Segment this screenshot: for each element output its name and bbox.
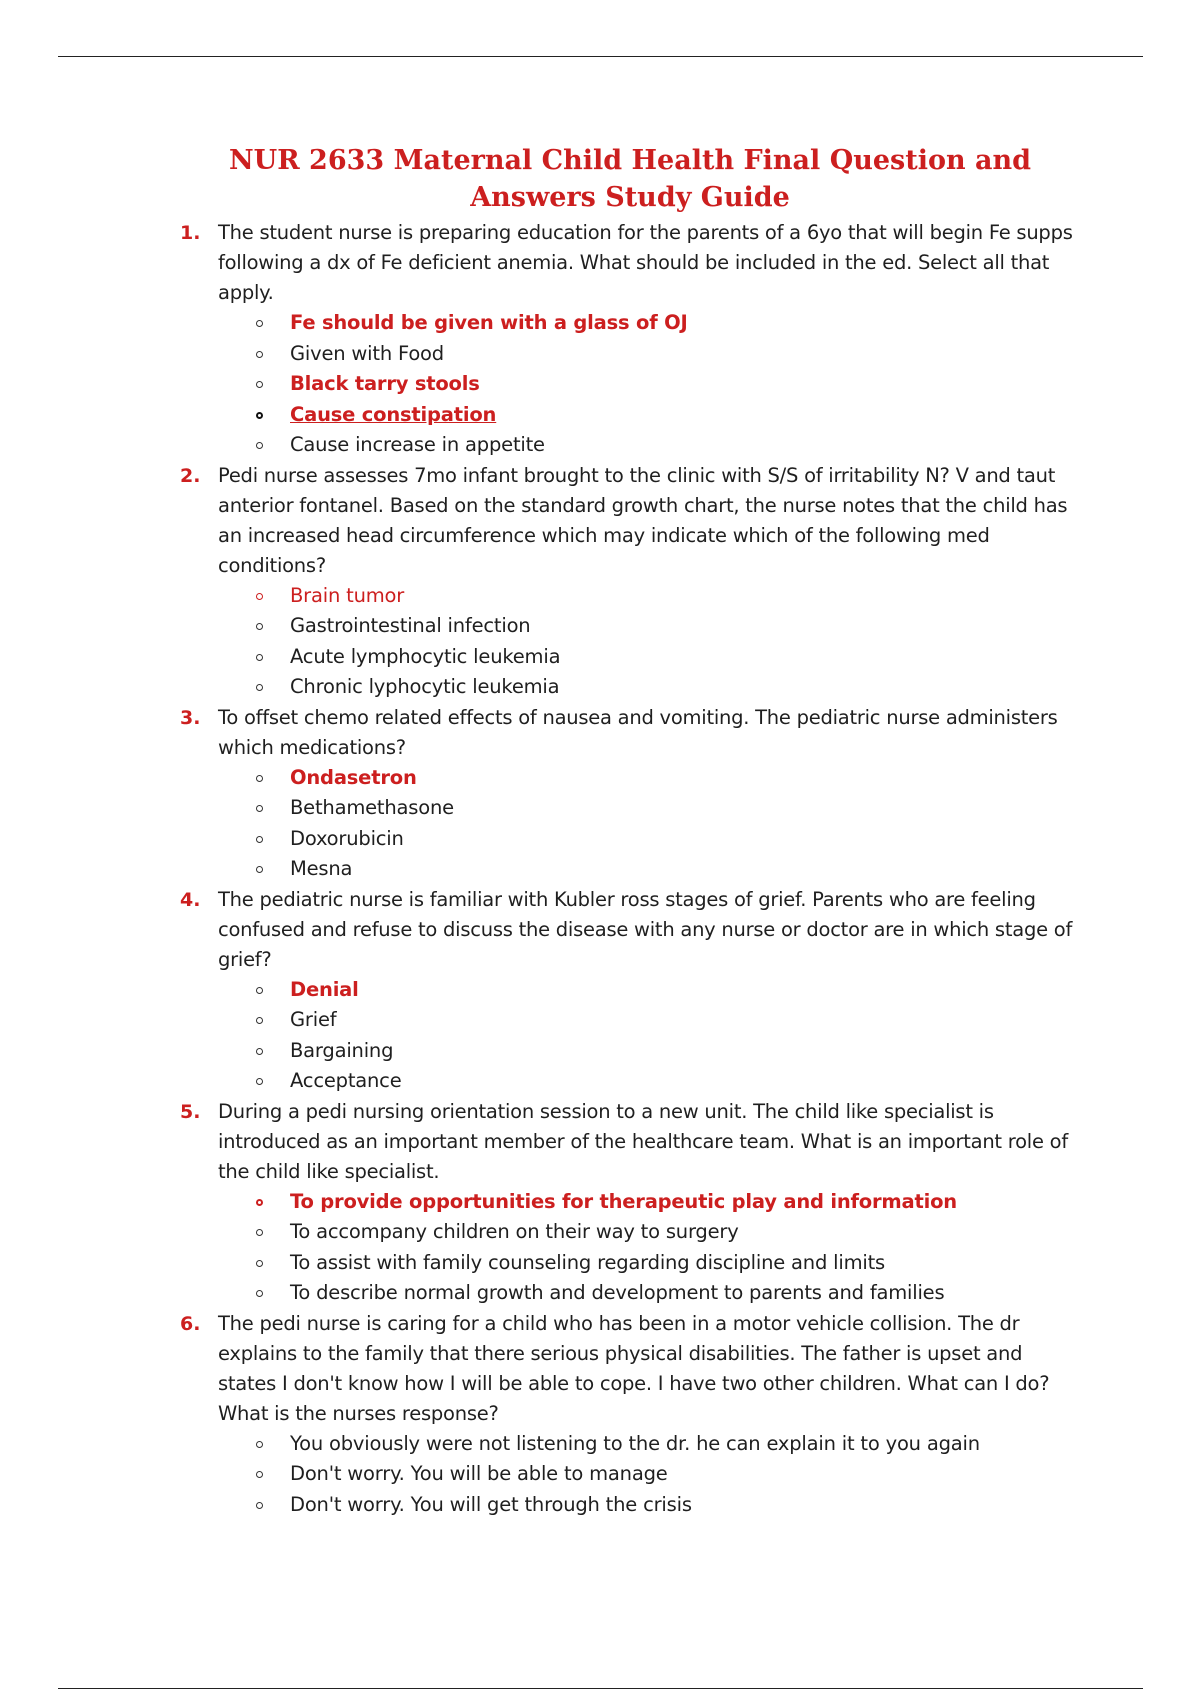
correct-answer-text: Ondasetron [290,765,417,789]
question-number: 3. [180,706,201,729]
header-rule [58,56,1143,57]
question-item [180,1097,1080,1309]
answer-text: To accompany children on their way to surgery [290,1220,739,1243]
answer-option [218,824,1080,855]
answer-option [218,854,1080,885]
circle-bullet-icon [256,623,263,630]
answer-option [218,339,1080,370]
answer-options [218,1187,1080,1309]
answer-option [218,400,1080,431]
answer-option [218,1429,1080,1460]
question-number: 6. [180,1312,201,1335]
answer-option [218,672,1080,703]
question-item [180,218,1080,461]
answer-option [218,975,1080,1006]
document-body [180,142,1080,1520]
answer-option [218,581,1080,612]
answer-options [218,308,1080,461]
answer-option [218,1036,1080,1067]
answer-options [218,1429,1080,1521]
question-number: 5. [180,1100,201,1123]
answer-text: Given with Food [290,341,444,365]
circle-bullet-icon [256,805,263,812]
answer-option [218,642,1080,673]
circle-bullet-icon [256,1078,263,1085]
circle-bullet-icon [256,684,263,691]
answer-option [218,430,1080,461]
correct-answer-text: Cause constipation [290,402,497,426]
circle-bullet-icon [256,836,263,843]
question-item [180,885,1080,1097]
circle-bullet-icon [256,351,263,358]
answer-text: Acceptance [290,1069,402,1092]
question-text: The student nurse is preparing education for the parents of a 6yo that will begin Fe supps following a dx of Fe deficient anemia. What should be included in the ed. Select all that apply. [218,221,1073,304]
answer-option [218,1459,1080,1490]
circle-bullet-icon [256,654,263,661]
answer-option [218,763,1080,794]
circle-bullet-icon [256,1199,263,1206]
answer-option [218,1248,1080,1279]
answer-option [218,1005,1080,1036]
question-text: During a pedi nursing orientation session to a new unit. The child like specialist is introduced as an important member of the healthcare team. What is an important role of the child like specialist. [218,1099,1068,1183]
circle-bullet-icon [256,442,263,449]
circle-bullet-icon [256,775,263,782]
circle-bullet-icon [256,381,263,388]
circle-bullet-icon [256,1290,263,1297]
circle-bullet-icon [256,320,263,327]
answer-text: Mesna [290,857,353,880]
circle-bullet-icon [256,1502,263,1509]
answer-text: Don't worry. You will be able to manage [290,1462,668,1485]
answer-text: Chronic lyphocytic leukemia [290,675,560,698]
question-number: 2. [180,464,201,487]
answer-option [218,1278,1080,1309]
answer-option [218,611,1080,642]
answer-text: Gastrointestinal infection [290,614,531,637]
answer-option [218,308,1080,339]
answer-text: Don't worry. You will get through the crisis [290,1492,692,1516]
answer-text: Acute lymphocytic leukemia [290,644,561,668]
answer-text: To assist with family counseling regarding discipline and limits [290,1250,885,1274]
question-item [180,703,1080,885]
answer-option [218,369,1080,400]
question-text: The pedi nurse is caring for a child who has been in a motor vehicle collision. The dr explains to the family that there serious physical disabilities. The father is upset and states I don't know how I will be able to cope. I have two other children. What can I do? What is the nurses response? [218,1311,1050,1425]
document-title: NUR 2633 Maternal Child Health Final Question and Answers Study Guide [228,145,1031,213]
answer-text: Grief [290,1008,337,1031]
answer-option [218,1217,1080,1248]
answer-text: You obviously were not listening to the dr. he can explain it to you again [290,1431,980,1455]
answer-options [218,581,1080,703]
correct-answer-text: Black tarry stools [290,372,480,395]
correct-answer-text: Denial [290,977,359,1001]
circle-bullet-icon [256,593,263,600]
correct-answer-text: To provide opportunities for therapeutic play and information [290,1189,957,1213]
question-item [180,461,1080,703]
question-text: To offset chemo related effects of nausea and vomiting. The pediatric nurse administers which medications? [218,705,1058,759]
circle-bullet-icon [256,1260,263,1267]
answer-option [218,793,1080,824]
circle-bullet-icon [256,866,263,873]
answer-text: Doxorubicin [290,826,404,850]
correct-answer-text: Fe should be given with a glass of OJ [290,311,688,334]
circle-bullet-icon [256,1229,263,1236]
question-number: 1. [180,222,201,244]
circle-bullet-icon [256,987,263,994]
answer-text: Bargaining [290,1038,394,1062]
correct-answer-text: Brain tumor [290,583,405,607]
question-text: The pediatric nurse is familiar with Kubler ross stages of grief. Parents who are feeling confused and refuse to discuss the disease with any nurse or doctor are in which stage of grief? [218,887,1073,971]
question-text: Pedi nurse assesses 7mo infant brought to the clinic with S/S of irritability N? V and taut anterior fontanel. Based on the standard growth chart, the nurse notes that the child has an increased head circumference which may indicate which of the following med conditions? [218,463,1068,577]
answer-text: Cause increase in appetite [290,433,545,456]
circle-bullet-icon [256,412,263,419]
circle-bullet-icon [256,1048,263,1055]
footer-rule [58,1688,1143,1689]
answer-text: Bethamethasone [290,796,454,819]
answer-options [218,763,1080,885]
answer-options [218,975,1080,1097]
question-number: 4. [180,888,201,911]
circle-bullet-icon [256,1441,263,1448]
question-item [180,1309,1080,1521]
answer-option [218,1490,1080,1521]
answer-option [218,1187,1080,1218]
circle-bullet-icon [256,1017,263,1024]
question-list [180,218,1080,1520]
answer-option [218,1066,1080,1097]
circle-bullet-icon [256,1471,263,1478]
answer-text: To describe normal growth and development to parents and families [290,1281,945,1304]
